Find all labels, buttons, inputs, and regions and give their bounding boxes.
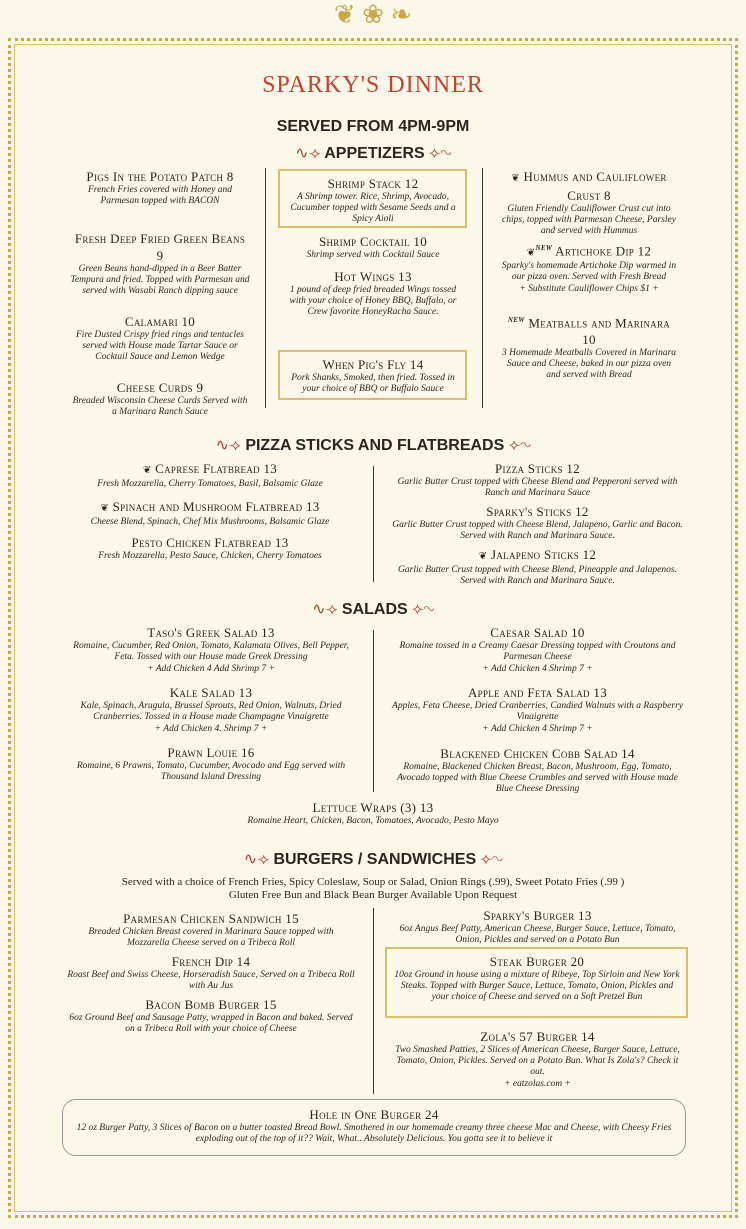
menu-item <box>66 744 356 783</box>
item-addon: + Add Chicken 4. Shrimp 7 + <box>154 724 268 734</box>
item-name: Meatballs and Marinara 10 <box>528 315 671 348</box>
item-description: Romaine, Cucumber, Red Onion, Tomato, Kalamata Olives, Bell Pepper, Feta. Tossed with our House made Greek Dressing <box>73 641 349 662</box>
menu-item <box>392 953 682 1003</box>
item-description: 1 pound of deep fried breaded Wings tossed with your choice of Honey BBQ, Buffalo, or Crew favorite HoneyRacha Sauce. <box>289 285 457 317</box>
item-name: Hummus and Cauliflower Crust 8 <box>523 169 667 203</box>
menu-item <box>70 313 250 363</box>
item-name: Prawn Louie 16 <box>167 745 255 760</box>
menu-item <box>390 745 685 795</box>
item-description: 12 oz Burger Patty, 3 Slices of Bacon on a butter toasted Bread Bowl. Smothered in our homemade creamy three cheese Mac and Cheese, with Cheesy Fries exploding out of the top of it?? Wait, What.. Absolutely Delicious. You gotta see it to believe it <box>76 1123 672 1144</box>
item-description: Garlic Butter Crust topped with Cheese Blend, Jalapeno, Garlic and Bacon. Served with Ranch and Marinara Sauce. <box>392 520 683 541</box>
menu-item <box>70 379 250 418</box>
item-name: Shrimp Cocktail 10 <box>318 234 428 249</box>
menu-item <box>390 1028 685 1090</box>
column-divider <box>265 168 266 408</box>
menu-item <box>66 996 356 1035</box>
burgers-heading <box>0 849 746 869</box>
new-badge: NEW <box>507 316 525 324</box>
swirl-left-icon: ∿⟢ <box>215 437 241 454</box>
item-description: Breaded Wisconsin Cheese Curds Served with a Marinara Ranch Sauce <box>72 396 248 417</box>
item-description: Romaine Heart, Chicken, Bacon, Tomatoes, Avocado, Pesto Mayo <box>247 816 499 826</box>
salads-title: SALADS <box>341 601 408 618</box>
vegetarian-leaf-icon: ❦ <box>142 465 152 476</box>
vegetarian-leaf-icon: ❦ <box>526 247 536 259</box>
item-description: Kale, Spinach, Arugula, Brussel Sprouts, Red Onion, Walnuts, Dried Cranberries. Tossed in a House made Champagne Vinaigrette <box>80 701 342 722</box>
menu-item <box>282 356 464 395</box>
item-name: Shrimp Stack 12 <box>327 176 419 191</box>
menu-item <box>500 240 678 295</box>
item-name: Lettuce Wraps (3) 13 <box>312 800 434 815</box>
menu-item <box>390 684 685 735</box>
item-description: Cheese Blend, Spinach, Chef Mix Mushrooms, Balsamic Glaze <box>90 517 330 527</box>
item-name: Sparky's Sticks 12 <box>486 504 589 519</box>
salads-heading <box>0 599 746 619</box>
item-description: Breaded Chicken Breast covered in Marinara Sauce topped with Mozzarella Cheese served on a Tribeca Roll <box>88 927 334 948</box>
item-name: Apple and Feta Salad 13 <box>467 685 608 700</box>
item-addon: + Substitute Cauliflower Chips $1 + <box>519 284 659 295</box>
item-name: Jalapeno Sticks 12 <box>491 547 597 562</box>
item-description: 10oz Ground in house using a mixture of Ribeye, Top Sirloin and New York Steaks. Topped with Burger Sauce, Lettuce, Tomato, Onion, Pickles and your choice of Cheese and served on a Soft Pretzel Bun <box>394 970 680 1002</box>
swirl-left-icon: ∿⟢ <box>312 601 338 618</box>
item-description: 3 Homemade Meatballs Covered in Marinara Sauce and Cheese, baked in our pizza oven and served with Bread <box>501 348 677 381</box>
swirl-right-icon: ⟣∿ <box>480 851 503 868</box>
item-addon: + Add Chicken 4 Add Shrimp 7 + <box>147 664 275 674</box>
menu-item <box>66 684 356 735</box>
item-description: Romaine, Blackened Chicken Breast, Bacon, Mushroom, Egg, Tomato, Avocado topped with Blue Cheese Crumbles and served with House made Blue Cheese Dressing <box>397 762 678 794</box>
page-title: SPARKY'S DINNER <box>262 72 484 98</box>
vegetarian-leaf-icon: ❦ <box>100 503 110 514</box>
item-name: Steak Burger 20 <box>489 954 585 969</box>
item-name: Cheese Curds 9 <box>116 380 204 395</box>
item-name: Calamari 10 <box>124 314 196 329</box>
menu-item <box>66 624 356 675</box>
item-description: Gluten Friendly Cauliflower Crust cut into chips, topped with Parmesan Cheese, Parsley and served with Hummus <box>502 204 676 236</box>
menu-item <box>70 230 250 297</box>
swirl-right-icon: ⟣∿ <box>508 437 531 454</box>
item-name: Caprese Flatbread 13 <box>155 461 278 476</box>
item-description: Fresh Mozzarella, Pesto Sauce, Chicken, Cherry Tomatoes <box>98 551 322 561</box>
pizza-title: PIZZA STICKS AND FLATBREADS <box>245 437 505 454</box>
swirl-right-icon: ⟣∿ <box>429 145 451 162</box>
item-description: Fire Dusted Crispy fried rings and tentacles served with House made Tartar Sauce or Cocktail Sauce and Lemon Wedge <box>76 330 244 362</box>
menu-item <box>390 503 685 542</box>
new-badge: NEW <box>535 244 553 252</box>
item-description: 6oz Ground Beef and Sausage Patty, wrapped in Bacon and baked. Served on a Tribeca Roll with your choice of Cheese <box>69 1013 353 1034</box>
item-name: Pesto Chicken Flatbread 13 <box>131 535 289 550</box>
item-description: Romaine tossed in a Creamy Caesar Dressing topped with Croutons and Parmesan Cheese <box>399 641 676 662</box>
menu-item <box>282 268 464 318</box>
menu-item <box>70 168 250 207</box>
item-name: Taso's Greek Salad 13 <box>147 625 275 640</box>
item-description: Two Smashed Patties, 2 Slices of American Cheese, Burger Sauce, Lettuce, Tomato, Onion, Pickles. Served on a Potato Bun. What Is Zola's? Check it out. <box>395 1045 680 1077</box>
swirl-right-icon: ⟣∿ <box>412 601 434 618</box>
pizza-heading <box>0 435 746 455</box>
item-name: Spinach and Mushroom Flatbread 13 <box>112 499 320 514</box>
menu-item <box>390 907 685 946</box>
served-hours: SERVED FROM 4PM-9PM <box>276 118 470 135</box>
vegetarian-leaf-icon: ❦ <box>478 551 488 562</box>
menu-item <box>60 498 360 528</box>
appetizers-heading <box>0 143 746 163</box>
menu-item <box>60 534 360 562</box>
menu-item <box>390 624 685 675</box>
item-description: Green Beans hand-dipped in a Beer Batter Tempura and fried. Topped with Parmesan and served with Wasabi Ranch dipping sauce <box>70 264 250 296</box>
menu-item <box>500 312 678 381</box>
item-description: 6oz Angus Beef Patty, American Cheese, Burger Sauce, Lettuce, Tomato, Onion, Pickles and served on a Potato Bun <box>399 924 676 945</box>
item-description: Shrimp served with Cocktail Sauce <box>306 250 440 260</box>
item-description: A Shrimp tower. Rice, Shrimp, Avocado, Cucumber topped with Sesame Seeds and a Spicy Aioli <box>290 192 456 224</box>
column-divider <box>482 168 483 408</box>
menu-item <box>500 168 678 237</box>
sides-note: Served with a choice of French Fries, Spicy Coleslaw, Soup or Salad, Onion Rings (.99), Sweet Potato Fries (.99 ) <box>121 876 625 888</box>
item-name: When Pig's Fly 14 <box>322 357 424 372</box>
item-description: Garlic Butter Crust topped with Cheese Blend, Pineapple and Jalapenos. Served with Ranch and Marinara Sauce. <box>398 565 677 586</box>
appetizers-title: APPETIZERS <box>324 145 425 162</box>
item-name: Fresh Deep Fried Green Beans 9 <box>74 231 246 263</box>
menu-item <box>66 910 356 949</box>
item-description: Romaine, 6 Prawns, Tomato, Cucumber, Avocado and Egg served with Thousand Island Dressing <box>76 761 346 782</box>
menu-item <box>390 460 685 499</box>
swirl-left-icon: ∿⟢ <box>295 145 321 162</box>
item-name: Hole in One Burger 24 <box>309 1107 439 1122</box>
item-description: Sparky's homemade Artichoke Dip warmed in our pizza oven. Served with Fresh Bread <box>501 261 677 283</box>
item-addon: + Add Chicken 4 Shrimp 7 + <box>482 664 593 674</box>
burgers-title: BURGERS / SANDWICHES <box>273 851 477 868</box>
item-link-text: + eatzolas.com + <box>504 1079 571 1089</box>
item-name: Sparky's Burger 13 <box>483 908 592 923</box>
item-description: Garlic Butter Crust topped with Cheese Blend and Pepperoni served with Ranch and Marinara Sauce <box>397 477 678 498</box>
item-name: Kale Salad 13 <box>169 685 253 700</box>
item-name: French Dip 14 <box>171 954 251 969</box>
column-divider <box>373 908 374 1094</box>
top-ornament-icon: ❦ ❀ ❧ <box>333 0 413 29</box>
column-divider <box>373 630 374 792</box>
column-divider <box>373 466 374 582</box>
menu-item <box>76 1106 672 1145</box>
item-name: Hot Wings 13 <box>334 269 412 284</box>
item-name: Zola's 57 Burger 14 <box>480 1029 595 1044</box>
menu-item <box>60 460 360 490</box>
gluten-free-note: Gluten Free Bun and Black Bean Burger Available Upon Request <box>228 889 518 901</box>
menu-item <box>66 953 356 992</box>
item-name: Blackened Chicken Cobb Salad 14 <box>440 746 635 761</box>
item-description: Roast Beef and Swiss Cheese, Horseradish Sauce, Served on a Tribeca Roll with Au Jus <box>67 970 355 991</box>
item-name: Caesar Salad 10 <box>490 625 585 640</box>
item-description: French Fries covered with Honey and Parmesan topped with BACON <box>87 185 233 206</box>
item-name: Artichoke Dip 12 <box>555 243 652 259</box>
menu-item <box>282 233 464 261</box>
item-name: Pigs In the Potato Patch 8 <box>86 169 234 184</box>
item-description: Pork Shanks, Smoked, then fried. Tossed in your choice of BBQ or Buffalo Sauce <box>291 373 455 394</box>
item-name: Parmesan Chicken Sandwich 15 <box>123 911 299 926</box>
menu-item <box>282 175 464 225</box>
menu-item <box>390 546 685 587</box>
item-name: Bacon Bomb Burger 15 <box>145 997 277 1012</box>
item-name: Pizza Sticks 12 <box>495 461 580 476</box>
item-description: Apples, Feta Cheese, Dried Cranberries, Candied Walnuts with a Raspberry Vinaigrette <box>392 701 683 722</box>
swirl-left-icon: ∿⟢ <box>243 851 269 868</box>
item-description: Fresh Mozzarella, Cherry Tomatoes, Basil, Balsamic Glaze <box>97 479 323 489</box>
item-addon: + Add Chicken 4 Shrimp 7 + <box>482 724 593 734</box>
vegetarian-leaf-icon: ❦ <box>511 173 520 184</box>
menu-item <box>180 799 566 827</box>
